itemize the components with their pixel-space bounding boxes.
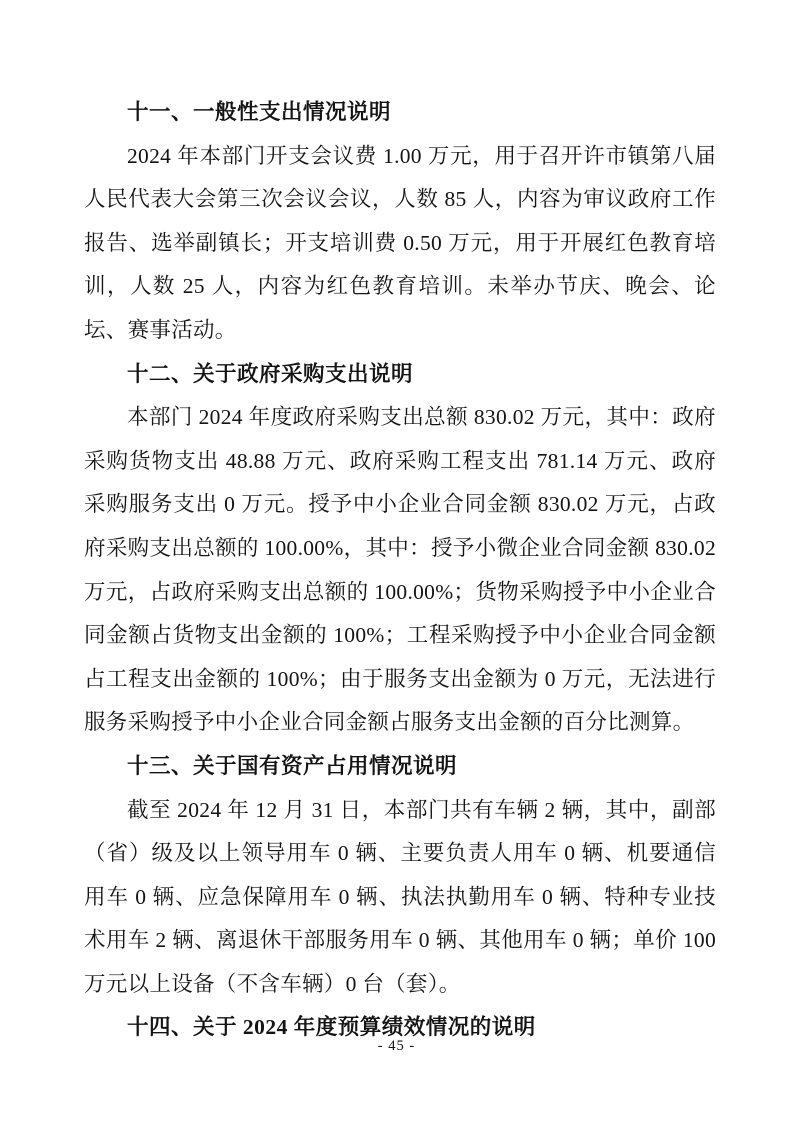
- section-heading-budget-performance: 十四、关于 2024 年度预算绩效情况的说明: [127, 1015, 536, 1040]
- section-state-assets: [84, 745, 716, 1007]
- section-heading-general-expenditure: 十一、一般性支出情况说明: [127, 100, 392, 124]
- section-heading-state-assets: 十三、关于国有资产占用情况说明: [127, 753, 458, 778]
- section-government-procurement: [84, 353, 716, 745]
- page-number: - 45 -: [377, 1038, 416, 1054]
- section-paragraph-general-expenditure: 2024 年本部门开支会议费 1.00 万元，用于召开许市镇第八届人民代表大会第三次会议会议，人数 85 人，内容为审议政府工作报告、选举副镇长；开支培训费 0.50 万元，用于开展红色教育培训，人数 25 人，内容为红色教育培训。未举办节庆、晚会、论坛、赛事活动。: [84, 143, 716, 342]
- section-heading-government-procurement: 十二、关于政府采购支出说明: [127, 361, 414, 386]
- section-general-expenditure: [84, 91, 716, 353]
- document-content: [84, 91, 716, 1050]
- section-paragraph-state-assets: 截至 2024 年 12 月 31 日，本部门共有车辆 2 辆，其中，副部（省）级及以上领导用车 0 辆、主要负责人用车 0 辆、机要通信用车 0 辆、应急保障用车 0 辆、执法执勤用车 0 辆、特种专业技术用车 2 辆、离退休干部服务用车 0 辆、其他用车 0 辆；单价 100 万元以上设备（不含车辆）0 台（套）。: [84, 797, 716, 996]
- section-paragraph-government-procurement: 本部门 2024 年度政府采购支出总额 830.02 万元，其中：政府采购货物支出 48.88 万元、政府采购工程支出 781.14 万元、政府采购服务支出 0 万元。授予中小企业合同金额 830.02 万元，占政府采购支出总额的 100.00%，其中：授予小微企业合同金额 830.02 万元，占政府采购支出总额的 100.00%；货物采购授予中小企业合同金额占货物支出金额的 100%；工程采购授予中小企业合同金额占工程支出金额的 100%；由于服务支出金额为 0 万元，无法进行服务采购授予中小企业合同金额占服务支出金额的百分比测算。: [84, 405, 716, 735]
